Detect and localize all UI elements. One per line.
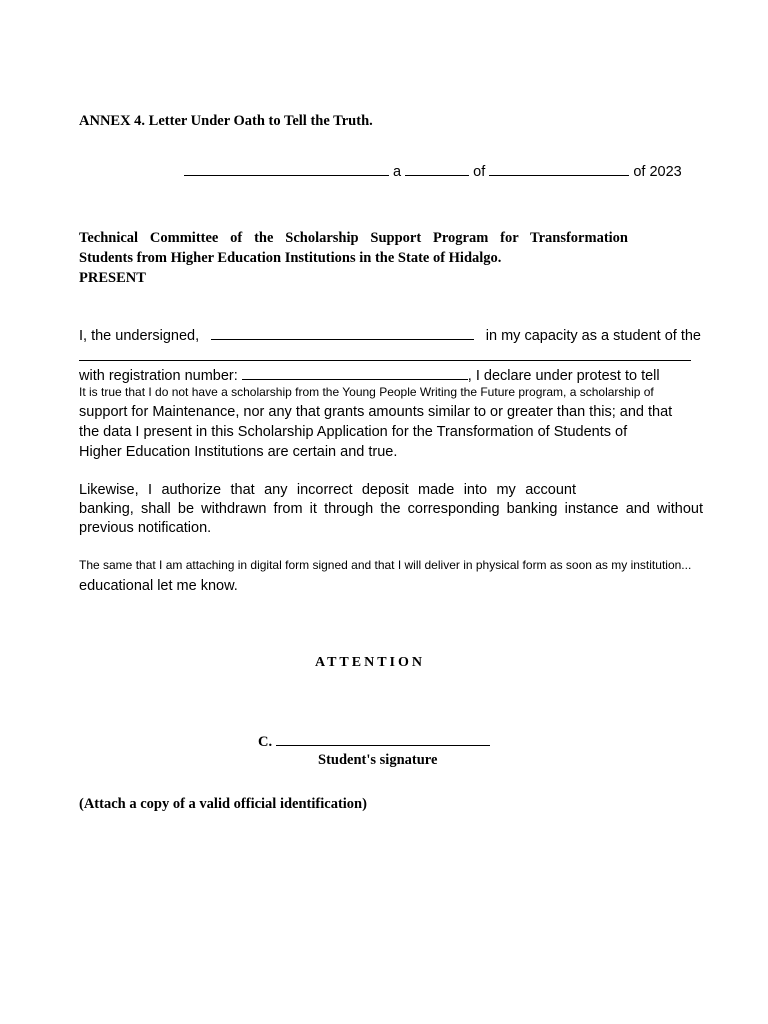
registration-number-blank[interactable] xyxy=(242,365,468,380)
date-sep-a: a xyxy=(393,164,402,180)
authorization-line-3: previous notification. xyxy=(79,520,212,536)
student-name-blank[interactable] xyxy=(211,325,474,340)
addressee-line-2: Students from Higher Education Institutions in the State of Hidalgo. xyxy=(79,250,502,266)
scholarship-statement: It is true that I do not have a scholarship from the Young People Writing the Future program, a scholarship of xyxy=(79,385,654,399)
month-blank[interactable] xyxy=(489,161,629,176)
signature-prefix: C. xyxy=(258,734,273,750)
place-blank[interactable] xyxy=(184,161,389,176)
declaration-line-4: support for Maintenance, nor any that grants amounts similar to or greater than this; and that xyxy=(79,404,673,420)
attachment-instruction: (Attach a copy of a valid official identification) xyxy=(79,796,367,812)
annex-title: ANNEX 4. Letter Under Oath to Tell the Truth. xyxy=(79,113,373,129)
authorization-line-2: banking, shall be withdrawn from it through the corresponding banking instance and without xyxy=(79,501,703,517)
registration-declare: , I declare under protest to tell xyxy=(467,368,660,384)
signature-label: Student's signature xyxy=(318,752,438,768)
addressee-present: PRESENT xyxy=(79,270,146,286)
day-blank[interactable] xyxy=(405,161,469,176)
declaration-line-5: the data I present in this Scholarship Application for the Transformation of Students of xyxy=(79,424,628,440)
declaration-intro: I, the undersigned, xyxy=(79,328,200,344)
date-sep-of: of xyxy=(473,164,486,180)
registration-label: with registration number: xyxy=(79,368,238,384)
date-year: of 2023 xyxy=(633,164,682,180)
closing-attention: ATTENTION xyxy=(315,655,425,670)
authorization-line-1: Likewise, I authorize that any incorrect deposit made into my account xyxy=(79,482,576,498)
declaration-line-6: Higher Education Institutions are certain and true. xyxy=(79,444,398,460)
attachment-statement: The same that I am attaching in digital form signed and that I will deliver in physical form as soon as my institution... xyxy=(79,558,692,572)
attachment-line-2: educational let me know. xyxy=(79,578,238,594)
addressee-line-1: Technical Committee of the Scholarship Support Program for Transformation xyxy=(79,230,628,246)
signature-line xyxy=(258,731,490,752)
registration-line xyxy=(79,365,660,386)
declaration-line-1 xyxy=(79,325,701,346)
institution-blank[interactable] xyxy=(79,360,691,361)
date-line xyxy=(184,161,682,182)
signature-blank[interactable] xyxy=(276,731,490,746)
declaration-capacity: in my capacity as a student of the xyxy=(485,328,701,344)
